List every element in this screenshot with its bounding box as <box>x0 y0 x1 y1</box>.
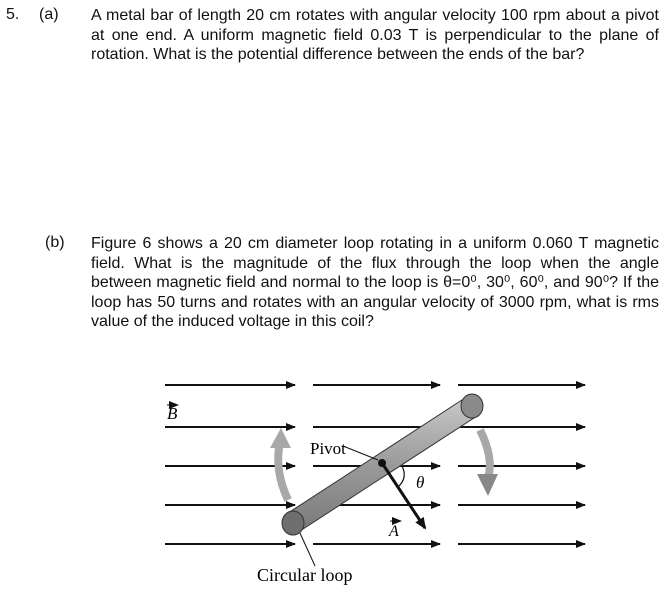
angle-arc <box>398 466 404 487</box>
part-a-text: A metal bar of length 20 cm rotates with angular velocity 100 rpm about a pivot at one end. A uniform magnetic field 0.03 T is perpendicular to the plane of rotation. What is the potential difference between the ends of the bar? <box>91 7 659 63</box>
part-b-text: Figure 6 shows a 20 cm diameter loop rotating in a uniform 0.060 T magnetic field. What is the magnitude of the flux through the loop when the angle between magnetic field and normal to the loop is θ=0⁰, 30⁰, 60⁰, and 90⁰? If the loop has 50 turns and rotates with an angular velocity of 3000 rpm, what is rms value of the induced voltage in this coil? <box>91 235 659 330</box>
figure-rotating-loop <box>150 370 590 588</box>
rotation-arrow-left <box>270 428 291 500</box>
field-label: B <box>167 404 178 423</box>
loop-leader <box>300 533 315 566</box>
rotation-arrow-right <box>477 430 498 496</box>
normal-label: A <box>389 523 399 540</box>
part-a-label: (a) <box>39 6 59 23</box>
loop-label: Circular loop <box>257 565 353 585</box>
question-number: 5. <box>6 6 20 23</box>
pivot-leader <box>343 446 378 460</box>
angle-label: θ <box>416 473 425 492</box>
part-b-label: (b) <box>45 234 65 251</box>
pivot-label: Pivot <box>310 439 346 458</box>
